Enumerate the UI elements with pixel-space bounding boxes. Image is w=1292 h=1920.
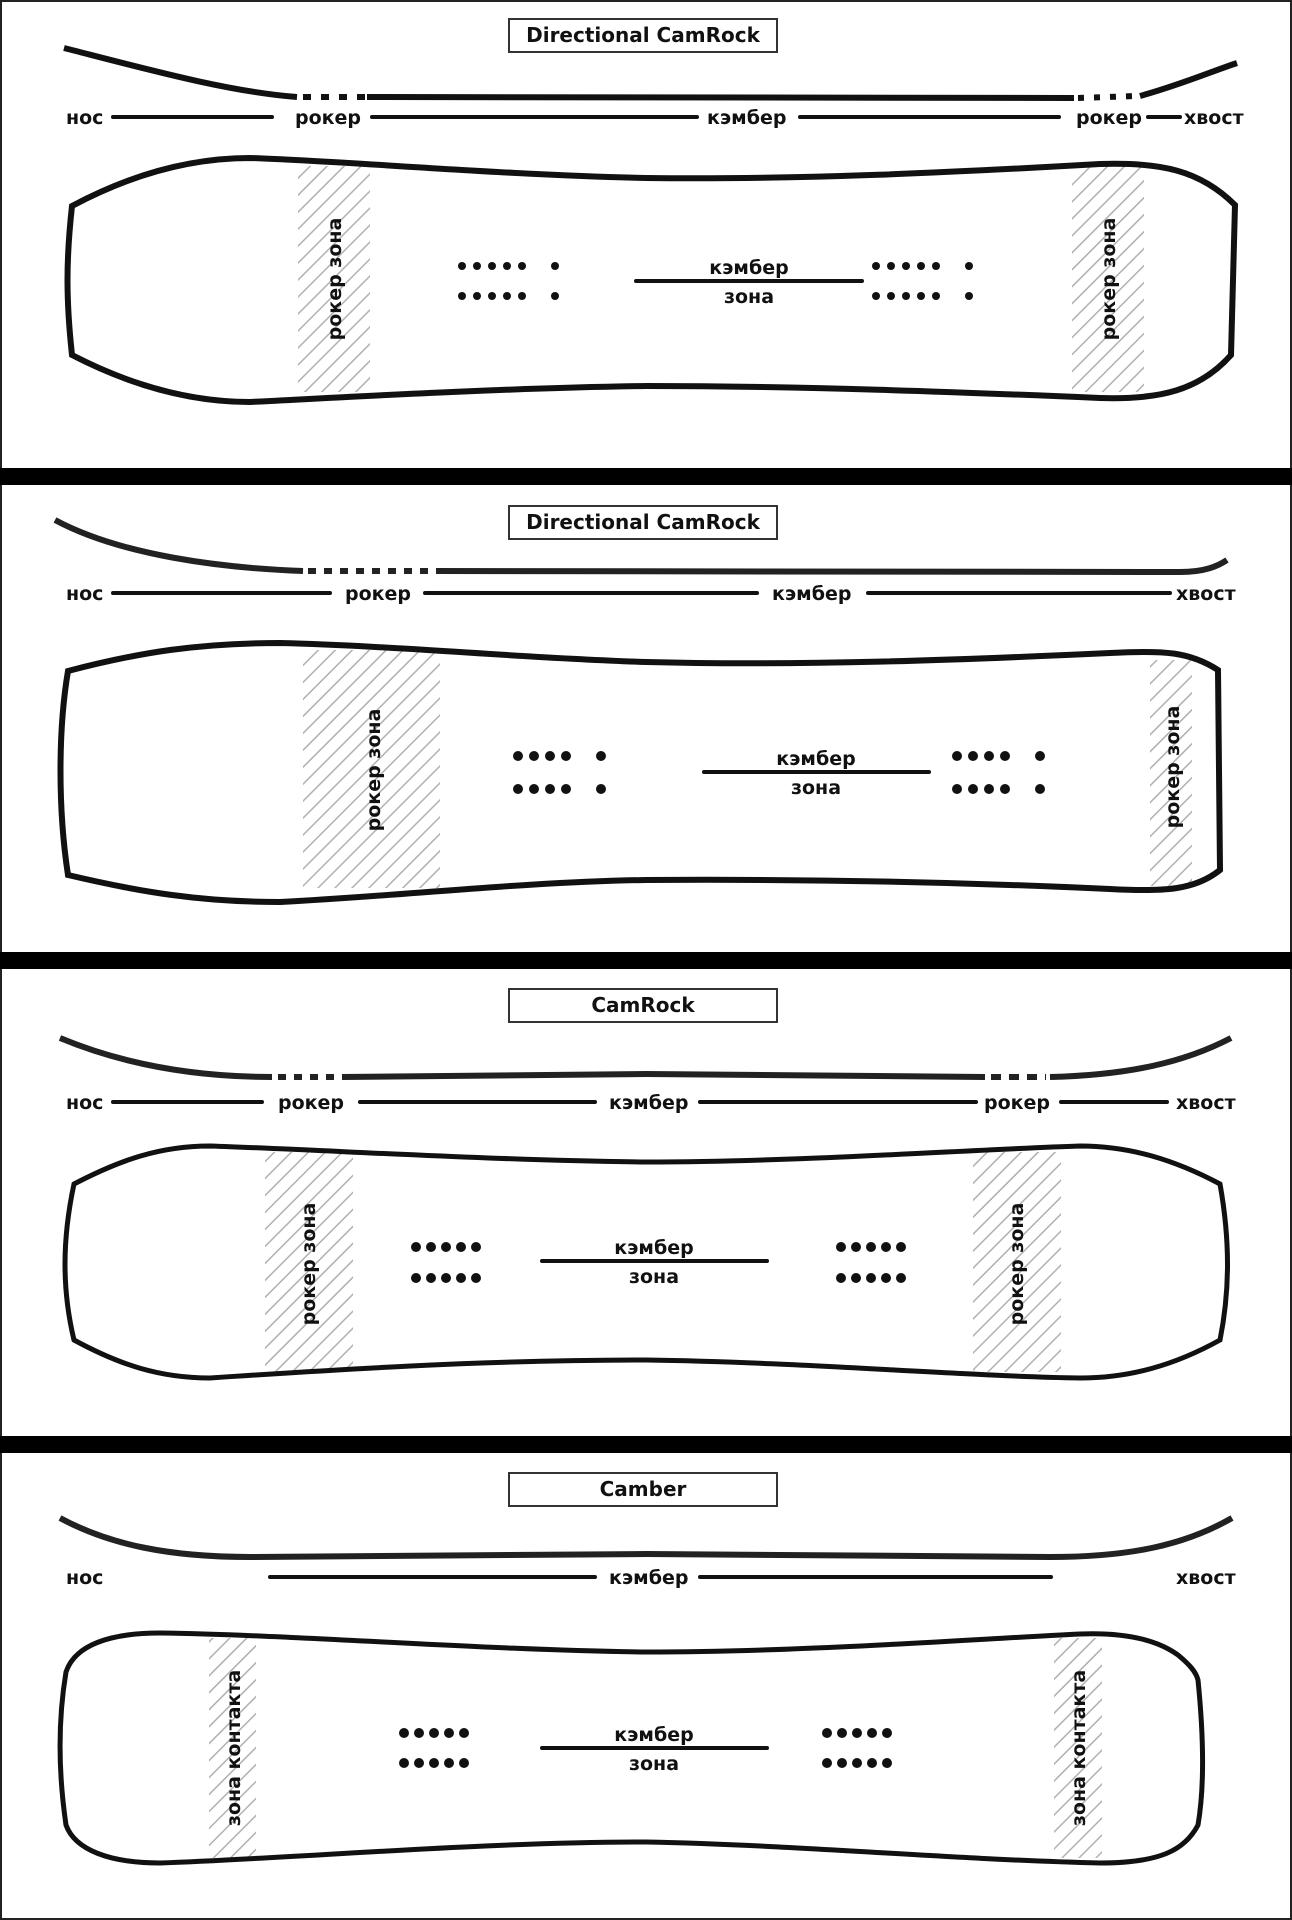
- contact-zone-left-label: зона контакта: [223, 1669, 245, 1827]
- rocker-zone-left-label: рокер зона: [324, 217, 346, 341]
- label-rocker-left: рокер: [278, 1092, 345, 1114]
- panel-camber: [60, 1518, 1236, 1863]
- label-camber: кэмбер: [772, 583, 852, 605]
- profile-line: [60, 1518, 1232, 1557]
- label-rocker-right: рокер: [984, 1092, 1051, 1114]
- profile-line: [64, 48, 1237, 98]
- insert-dots-right: [952, 751, 1045, 794]
- insert-dots-left: [399, 1728, 469, 1768]
- panel-directional-camrock-2: [55, 520, 1236, 902]
- rocker-zone-right-label: рокер зона: [1006, 1202, 1028, 1326]
- label-rocker-left: рокер: [345, 583, 412, 605]
- camber-zone-top: кэмбер: [614, 1724, 694, 1746]
- profile-line: [60, 1038, 1231, 1077]
- label-tail: хвост: [1176, 583, 1236, 605]
- contact-zone-right-label: зона контакта: [1068, 1669, 1090, 1827]
- label-camber: кэмбер: [707, 107, 787, 129]
- panel-directional-camrock-1: [64, 48, 1244, 402]
- label-nose: нос: [66, 1092, 104, 1114]
- rocker-zone-left-label: рокер зона: [298, 1202, 320, 1326]
- label-camber: кэмбер: [609, 1567, 689, 1589]
- panel-camrock: [60, 1038, 1236, 1378]
- panel-title: Camber: [508, 1472, 778, 1507]
- insert-dots-right: [872, 262, 973, 300]
- label-nose: нос: [66, 1567, 104, 1589]
- camber-zone-top: кэмбер: [776, 748, 856, 770]
- label-nose: нос: [66, 107, 104, 129]
- panel-title: Directional CamRock: [508, 18, 778, 53]
- camber-zone-bottom: зона: [723, 286, 775, 308]
- label-rocker-left: рокер: [295, 107, 362, 129]
- insert-dots-left: [458, 262, 559, 300]
- camber-zone-top: кэмбер: [709, 257, 789, 279]
- rocker-zone-left-label: рокер зона: [363, 708, 385, 832]
- rocker-zone-right-label: рокер зона: [1098, 217, 1120, 341]
- insert-dots-left: [513, 751, 606, 794]
- insert-dots-right: [822, 1728, 892, 1768]
- insert-dots-right: [836, 1242, 906, 1283]
- panel-title: Directional CamRock: [508, 505, 778, 540]
- label-tail: хвост: [1176, 1567, 1236, 1589]
- rocker-zone-right-label: рокер зона: [1162, 705, 1184, 829]
- insert-dots-left: [411, 1242, 481, 1283]
- label-nose: нос: [66, 583, 104, 605]
- camber-zone-bottom: зона: [628, 1753, 680, 1775]
- label-rocker-right: рокер: [1076, 107, 1143, 129]
- camber-zone-top: кэмбер: [614, 1237, 694, 1259]
- label-tail: хвост: [1176, 1092, 1236, 1114]
- board-outline: [61, 643, 1221, 902]
- label-camber: кэмбер: [609, 1092, 689, 1114]
- panel-title: CamRock: [508, 988, 778, 1023]
- camber-zone-bottom: зона: [790, 777, 842, 799]
- camber-zone-bottom: зона: [628, 1266, 680, 1288]
- label-tail: хвост: [1184, 107, 1244, 129]
